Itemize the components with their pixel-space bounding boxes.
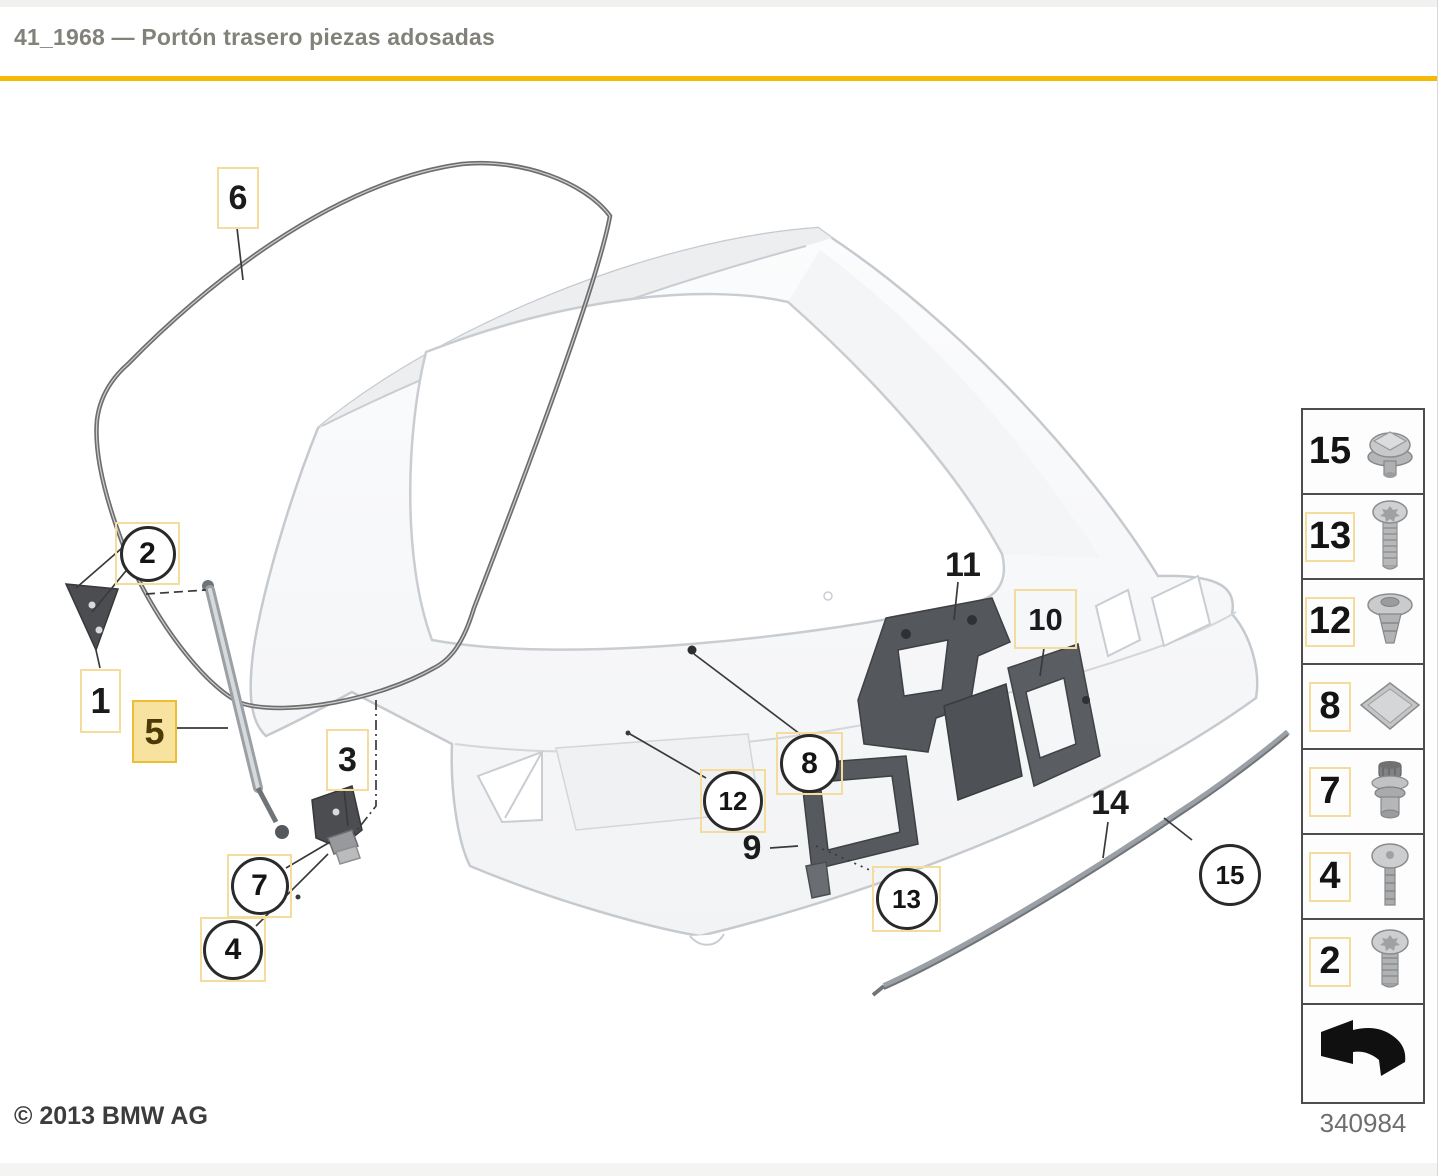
callout-12-label: 12 (718, 786, 748, 816)
strut-bracket-and-clips (312, 786, 362, 864)
callout-13-label: 13 (892, 884, 921, 914)
row-number-highlighted: 8 (1309, 682, 1351, 732)
cover-cap-icon (1357, 677, 1423, 737)
callout-1[interactable] (80, 669, 121, 733)
callout-7-label: 7 (251, 869, 268, 902)
table-row[interactable] (1303, 920, 1423, 1005)
callout-11[interactable] (940, 547, 986, 583)
expanding-rivet-icon (1357, 585, 1423, 659)
callout-9-label: 9 (742, 829, 762, 867)
bottom-strip (0, 1163, 1437, 1176)
callout-15[interactable] (1199, 844, 1261, 906)
row-number-highlighted: 13 (1305, 512, 1355, 562)
callout-7[interactable] (227, 854, 292, 918)
callout-8-circle (780, 734, 839, 793)
table-row-carryover[interactable] (1303, 1005, 1423, 1090)
fasteners-table (1301, 408, 1425, 1104)
callout-15-label: 15 (1215, 860, 1245, 890)
callout-6[interactable] (217, 167, 259, 229)
row-number-highlighted: 2 (1309, 937, 1351, 987)
callout-3[interactable] (326, 729, 369, 791)
copyright-text: © 2013 BMW AG (14, 1102, 208, 1130)
callout-11-label: 11 (945, 546, 981, 584)
callout-12[interactable] (700, 769, 766, 833)
callout-1-label: 1 (90, 680, 111, 721)
callout-9[interactable] (736, 830, 768, 866)
table-row[interactable] (1303, 580, 1423, 665)
callout-14[interactable] (1086, 785, 1134, 821)
table-row[interactable] (1303, 495, 1423, 580)
callout-6-label: 6 (228, 179, 248, 217)
callout-15-circle (1199, 844, 1261, 906)
callout-7-circle (231, 857, 289, 915)
table-row[interactable] (1303, 410, 1423, 495)
carryover-arrow-icon (1303, 1012, 1423, 1084)
callout-5-label: 5 (144, 710, 165, 752)
callout-12-circle (703, 771, 763, 831)
callout-2-label: 2 (139, 536, 156, 570)
torx-screw-icon (1357, 926, 1423, 998)
callout-8-label: 8 (801, 746, 818, 780)
callout-13[interactable] (872, 866, 941, 932)
callout-13-circle (876, 868, 938, 930)
round-head-screw-icon (1357, 839, 1423, 915)
row-number-highlighted: 7 (1309, 767, 1351, 817)
row-number: 15 (1308, 430, 1352, 472)
drain-plug-icon (1357, 755, 1423, 829)
callout-8[interactable] (776, 732, 843, 795)
row-number-highlighted: 4 (1309, 852, 1351, 902)
pan-head-screw-icon (1357, 498, 1423, 576)
callout-4[interactable] (200, 917, 266, 982)
callout-10[interactable] (1014, 589, 1077, 649)
flange-bolt-icon (1357, 417, 1423, 487)
callout-3-label: 3 (338, 741, 357, 779)
page-title: 41_1968 — Portón trasero piezas adosadas (14, 24, 495, 50)
callout-5-highlighted[interactable] (132, 700, 177, 763)
table-row[interactable] (1303, 665, 1423, 750)
callout-2[interactable] (115, 522, 180, 585)
diagram-number: 340984 (1319, 1108, 1407, 1138)
row-number-highlighted: 12 (1305, 597, 1355, 647)
callout-10-label: 10 (1028, 601, 1063, 637)
callout-4-label: 4 (224, 932, 242, 966)
table-row[interactable] (1303, 835, 1423, 920)
callout-14-label: 14 (1091, 784, 1129, 822)
callout-4-circle (203, 920, 263, 980)
table-row[interactable] (1303, 750, 1423, 835)
right-page-divider (1437, 0, 1445, 1176)
callout-2-circle (120, 526, 176, 582)
hinge-bracket-left (66, 584, 118, 650)
